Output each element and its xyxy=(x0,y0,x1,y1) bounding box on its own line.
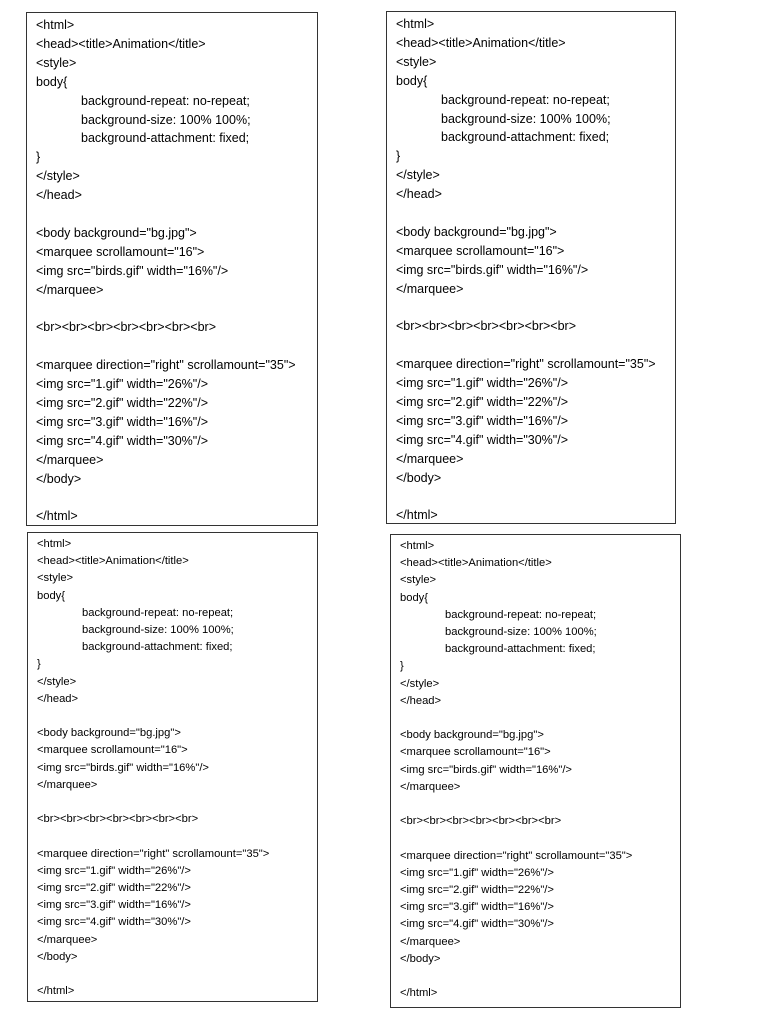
code-line: </html> xyxy=(36,509,78,524)
code-line: </style> xyxy=(37,675,77,688)
code-line: <br><br><br><br><br><br><br> xyxy=(400,815,562,828)
code-line: </body> xyxy=(37,950,78,963)
code-box-top-right xyxy=(386,11,676,524)
code-line: <body background="bg.jpg"> xyxy=(396,224,557,239)
code-line: <img src="1.gif" width="26%"/> xyxy=(396,376,568,391)
code-line: body{ xyxy=(396,73,428,88)
code-line: </marquee> xyxy=(400,780,461,793)
code-line: <img src="1.gif" width="26%"/> xyxy=(37,864,191,877)
code-line: </style> xyxy=(36,169,80,184)
code-line: </marquee> xyxy=(396,281,464,296)
code-line: background-size: 100% 100%; xyxy=(441,111,611,126)
code-line: background-repeat: no-repeat; xyxy=(441,92,610,107)
code-line: <marquee scrollamount="16"> xyxy=(400,746,551,759)
code-line: <marquee scrollamount="16"> xyxy=(36,244,205,259)
code-line: background-attachment: fixed; xyxy=(82,641,233,654)
code-line: </head> xyxy=(36,188,82,203)
code-box-bottom-left xyxy=(27,532,318,1002)
code-line: body{ xyxy=(400,591,428,604)
code-line: <style> xyxy=(396,54,437,69)
code-line: <img src="2.gif" width="22%"/> xyxy=(36,396,208,410)
code-line: </body> xyxy=(36,471,82,486)
code-line: <html> xyxy=(396,17,435,31)
code-line: <style> xyxy=(37,572,74,585)
code-box-top-left xyxy=(26,12,318,526)
code-line: <body background="bg.jpg"> xyxy=(400,729,544,742)
code-line: <img src="2.gif" width="22%"/> xyxy=(396,395,568,409)
code-line: </style> xyxy=(396,168,440,183)
code-line: <img src="birds.gif" width="16%"/> xyxy=(400,763,572,776)
code-line: <head><title>Animation</title> xyxy=(37,555,189,568)
code-line: <img src="birds.gif" width="16%"/> xyxy=(37,761,209,774)
code-line: <head><title>Animation</title> xyxy=(400,557,552,570)
code-line: <img src="3.gif" width="16%"/> xyxy=(396,413,568,428)
code-line: <body background="bg.jpg"> xyxy=(36,225,197,240)
code-line: background-size: 100% 100%; xyxy=(81,112,251,127)
code-line: </marquee> xyxy=(36,452,104,467)
code-box-bottom-right xyxy=(390,534,681,1008)
code-line: </style> xyxy=(400,677,440,690)
code-line: <img src="1.gif" width="26%"/> xyxy=(400,866,554,879)
code-line: <img src="2.gif" width="22%"/> xyxy=(37,882,191,894)
code-line: <img src="birds.gif" width="16%"/> xyxy=(36,263,229,278)
code-line: <img src="4.gif" width="30%"/> xyxy=(37,916,191,929)
code-line: <marquee direction="right" scrollamount="35"> xyxy=(37,847,270,860)
code-line: body{ xyxy=(36,74,68,89)
code-line: background-repeat: no-repeat; xyxy=(82,606,234,619)
code-line: <img src="4.gif" width="30%"/> xyxy=(400,918,554,931)
code-line: <marquee scrollamount="16"> xyxy=(396,243,565,258)
code-line: <br><br><br><br><br><br><br> xyxy=(37,813,199,826)
code-line: <img src="4.gif" width="30%"/> xyxy=(36,433,208,448)
code-line: </html> xyxy=(400,987,438,1000)
code-line: <img src="3.gif" width="16%"/> xyxy=(400,901,554,914)
code-line: </marquee> xyxy=(37,778,98,791)
code-line: </head> xyxy=(400,694,442,707)
code-line: </head> xyxy=(396,187,442,202)
code-line: <img src="2.gif" width="22%"/> xyxy=(400,884,554,896)
code-line: <br><br><br><br><br><br><br> xyxy=(36,320,216,335)
code-line: <html> xyxy=(37,538,72,550)
code-line: background-attachment: fixed; xyxy=(445,643,596,656)
code-line: <head><title>Animation</title> xyxy=(36,36,206,51)
code-line: </marquee> xyxy=(37,933,98,946)
code-line: <marquee direction="right" scrollamount="35"> xyxy=(36,358,296,373)
code-line: <img src="3.gif" width="16%"/> xyxy=(37,899,191,912)
code-line: </marquee> xyxy=(396,451,464,466)
code-line: <head><title>Animation</title> xyxy=(396,35,566,50)
code-line: <img src="3.gif" width="16%"/> xyxy=(36,414,208,429)
code-line: <style> xyxy=(400,574,437,587)
code-line: </marquee> xyxy=(36,282,104,297)
code-line: <br><br><br><br><br><br><br> xyxy=(396,319,576,334)
code-line: <marquee direction="right" scrollamount="35"> xyxy=(400,849,633,862)
code-line: <img src="birds.gif" width="16%"/> xyxy=(396,262,589,277)
code-line: <img src="1.gif" width="26%"/> xyxy=(36,377,208,392)
code-line: } xyxy=(400,660,404,673)
code-line: background-size: 100% 100%; xyxy=(82,624,234,636)
code-line: </body> xyxy=(400,952,441,965)
code-line: </html> xyxy=(37,985,75,998)
code-line: background-attachment: fixed; xyxy=(441,130,610,145)
code-line: </body> xyxy=(396,470,442,485)
code-line: <html> xyxy=(36,18,75,32)
code-line: body{ xyxy=(37,589,65,602)
code-line: <body background="bg.jpg"> xyxy=(37,727,181,740)
code-line: background-repeat: no-repeat; xyxy=(445,608,597,621)
code-line: <img src="4.gif" width="30%"/> xyxy=(396,432,568,447)
code-line: </html> xyxy=(396,508,438,523)
code-line: background-attachment: fixed; xyxy=(81,131,250,146)
code-line: background-repeat: no-repeat; xyxy=(81,93,250,108)
code-line: <marquee direction="right" scrollamount="35"> xyxy=(396,357,656,372)
code-line: <style> xyxy=(36,55,77,70)
code-line: } xyxy=(36,150,41,165)
code-line: <marquee scrollamount="16"> xyxy=(37,744,188,757)
code-line: } xyxy=(37,658,41,671)
code-line: background-size: 100% 100%; xyxy=(445,626,597,638)
code-line: </head> xyxy=(37,692,79,705)
code-line: </marquee> xyxy=(400,935,461,948)
code-line: <html> xyxy=(400,540,435,552)
code-line: } xyxy=(396,149,401,164)
